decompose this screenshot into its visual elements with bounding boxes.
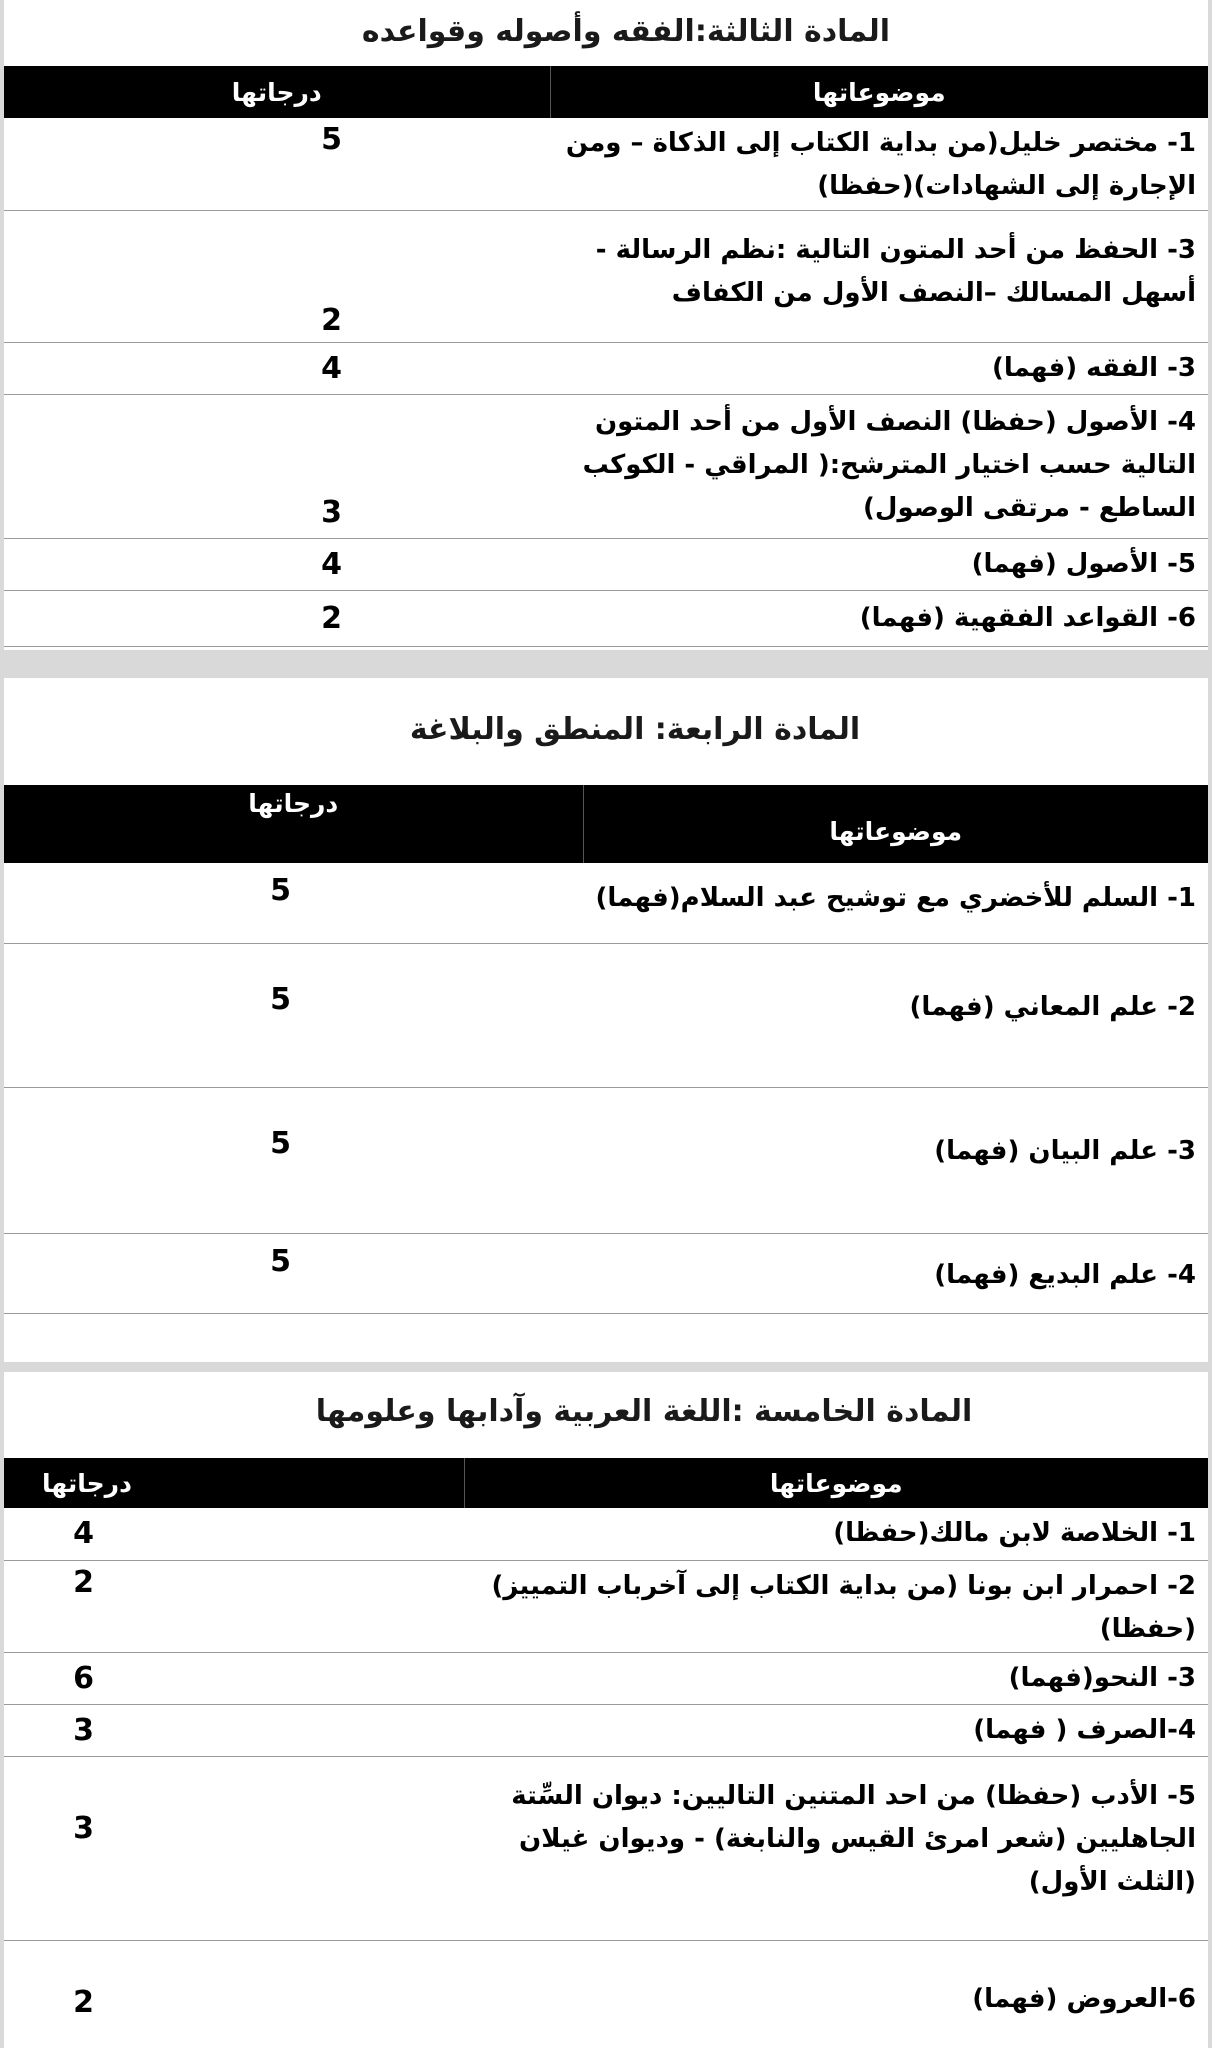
section-3-panel <box>4 0 1208 650</box>
section-3-table <box>4 66 1208 647</box>
table-row <box>4 863 1208 943</box>
section-3-title: المادة الثالثة:الفقه وأصوله وقواعده <box>361 14 891 49</box>
table-row <box>4 1940 1208 2048</box>
table-row <box>4 590 1208 646</box>
score-cell: 5 <box>4 863 583 943</box>
score-cell: 6 <box>4 1652 464 1704</box>
scores-column-header: درجاتها <box>4 1458 464 1508</box>
score-cell: 4 <box>4 1508 464 1560</box>
topic-cell: 4- علم البديع (فهما) <box>583 1233 1208 1313</box>
topic-cell: 5- الأدب (حفظا) من احد المتنين التاليين: ديوان السِّتة الجاهليين (شعر امرئ القيس والنابغة) - وديوان غيلان (الثلث الأول) <box>464 1756 1208 1940</box>
score-cell: 2 <box>4 210 550 342</box>
table-header-row <box>4 66 1208 118</box>
topic-cell: 3- الحفظ من أحد المتون التالية :نظم الرسالة - أسهل المسالك –النصف الأول من الكفاف <box>550 210 1208 342</box>
topic-cell: 2- احمرار ابن بونا (من بداية الكتاب إلى آخرباب التمييز)(حفظا) <box>464 1560 1208 1652</box>
table-row <box>4 1508 1208 1560</box>
scores-column-header: درجاتها <box>4 785 583 863</box>
table-header-row <box>4 1458 1208 1508</box>
table-row <box>4 394 1208 538</box>
section-5-panel <box>4 1372 1208 2048</box>
section-4-panel <box>4 678 1208 1362</box>
score-cell: 4 <box>4 342 550 394</box>
topic-cell: 1- مختصر خليل(من بداية الكتاب إلى الذكاة – ومن الإجارة إلى الشهادات)(حفظا) <box>550 118 1208 210</box>
topics-column-header: موضوعاتها <box>583 785 1208 863</box>
table-row <box>4 118 1208 210</box>
table-header-row <box>4 785 1208 863</box>
score-cell: 3 <box>4 394 550 538</box>
section-4-title: المادة الرابعة: المنطق والبلاغة <box>409 712 861 747</box>
score-cell: 2 <box>4 590 550 646</box>
score-cell: 5 <box>4 943 583 1087</box>
topic-cell: 1- السلم للأخضري مع توشيح عبد السلام(فهما) <box>583 863 1208 943</box>
topic-cell: 3- الفقه (فهما) <box>550 342 1208 394</box>
table-row <box>4 1087 1208 1233</box>
topics-column-header: موضوعاتها <box>464 1458 1208 1508</box>
score-cell: 5 <box>4 118 550 210</box>
table-row <box>4 1704 1208 1756</box>
topic-cell: 3- النحو(فهما) <box>464 1652 1208 1704</box>
score-cell: 2 <box>73 1984 94 2020</box>
topics-column-header: موضوعاتها <box>550 66 1208 118</box>
score-cell: 4 <box>4 538 550 590</box>
score-cell: 5 <box>4 1233 583 1313</box>
table-row <box>4 1652 1208 1704</box>
section-5-table <box>4 1458 1208 2048</box>
topic-cell: 1- الخلاصة لابن مالك(حفظا) <box>464 1508 1208 1560</box>
table-row <box>4 538 1208 590</box>
topic-cell: 6- القواعد الفقهية (فهما) <box>550 590 1208 646</box>
topic-cell: 2- علم المعاني (فهما) <box>583 943 1208 1087</box>
score-cell: 3 <box>4 1756 464 1940</box>
score-cell: 3 <box>4 1704 464 1756</box>
table-row <box>4 1233 1208 1313</box>
section-5-title: المادة الخامسة :اللغة العربية وآدابها وعلومها <box>315 1394 973 1429</box>
topic-cell: 3- علم البيان (فهما) <box>583 1087 1208 1233</box>
table-row <box>4 1756 1208 1940</box>
table-row <box>4 1560 1208 1652</box>
topic-cell: 6-العروض (فهما) <box>972 1983 1196 2014</box>
topic-cell: 4-الصرف ( فهما) <box>464 1704 1208 1756</box>
table-row <box>4 210 1208 342</box>
score-cell: 5 <box>4 1087 583 1233</box>
scores-column-header: درجاتها <box>4 66 550 118</box>
topic-cell: 4- الأصول (حفظا) النصف الأول من أحد المتون التالية حسب اختيار المترشح:( المراقي - الكوكب الساطع - مرتقى الوصول) <box>550 394 1208 538</box>
score-cell: 2 <box>4 1560 464 1652</box>
topic-cell: 5- الأصول (فهما) <box>550 538 1208 590</box>
table-row <box>4 943 1208 1087</box>
table-row <box>4 342 1208 394</box>
section-4-table <box>4 785 1208 1314</box>
